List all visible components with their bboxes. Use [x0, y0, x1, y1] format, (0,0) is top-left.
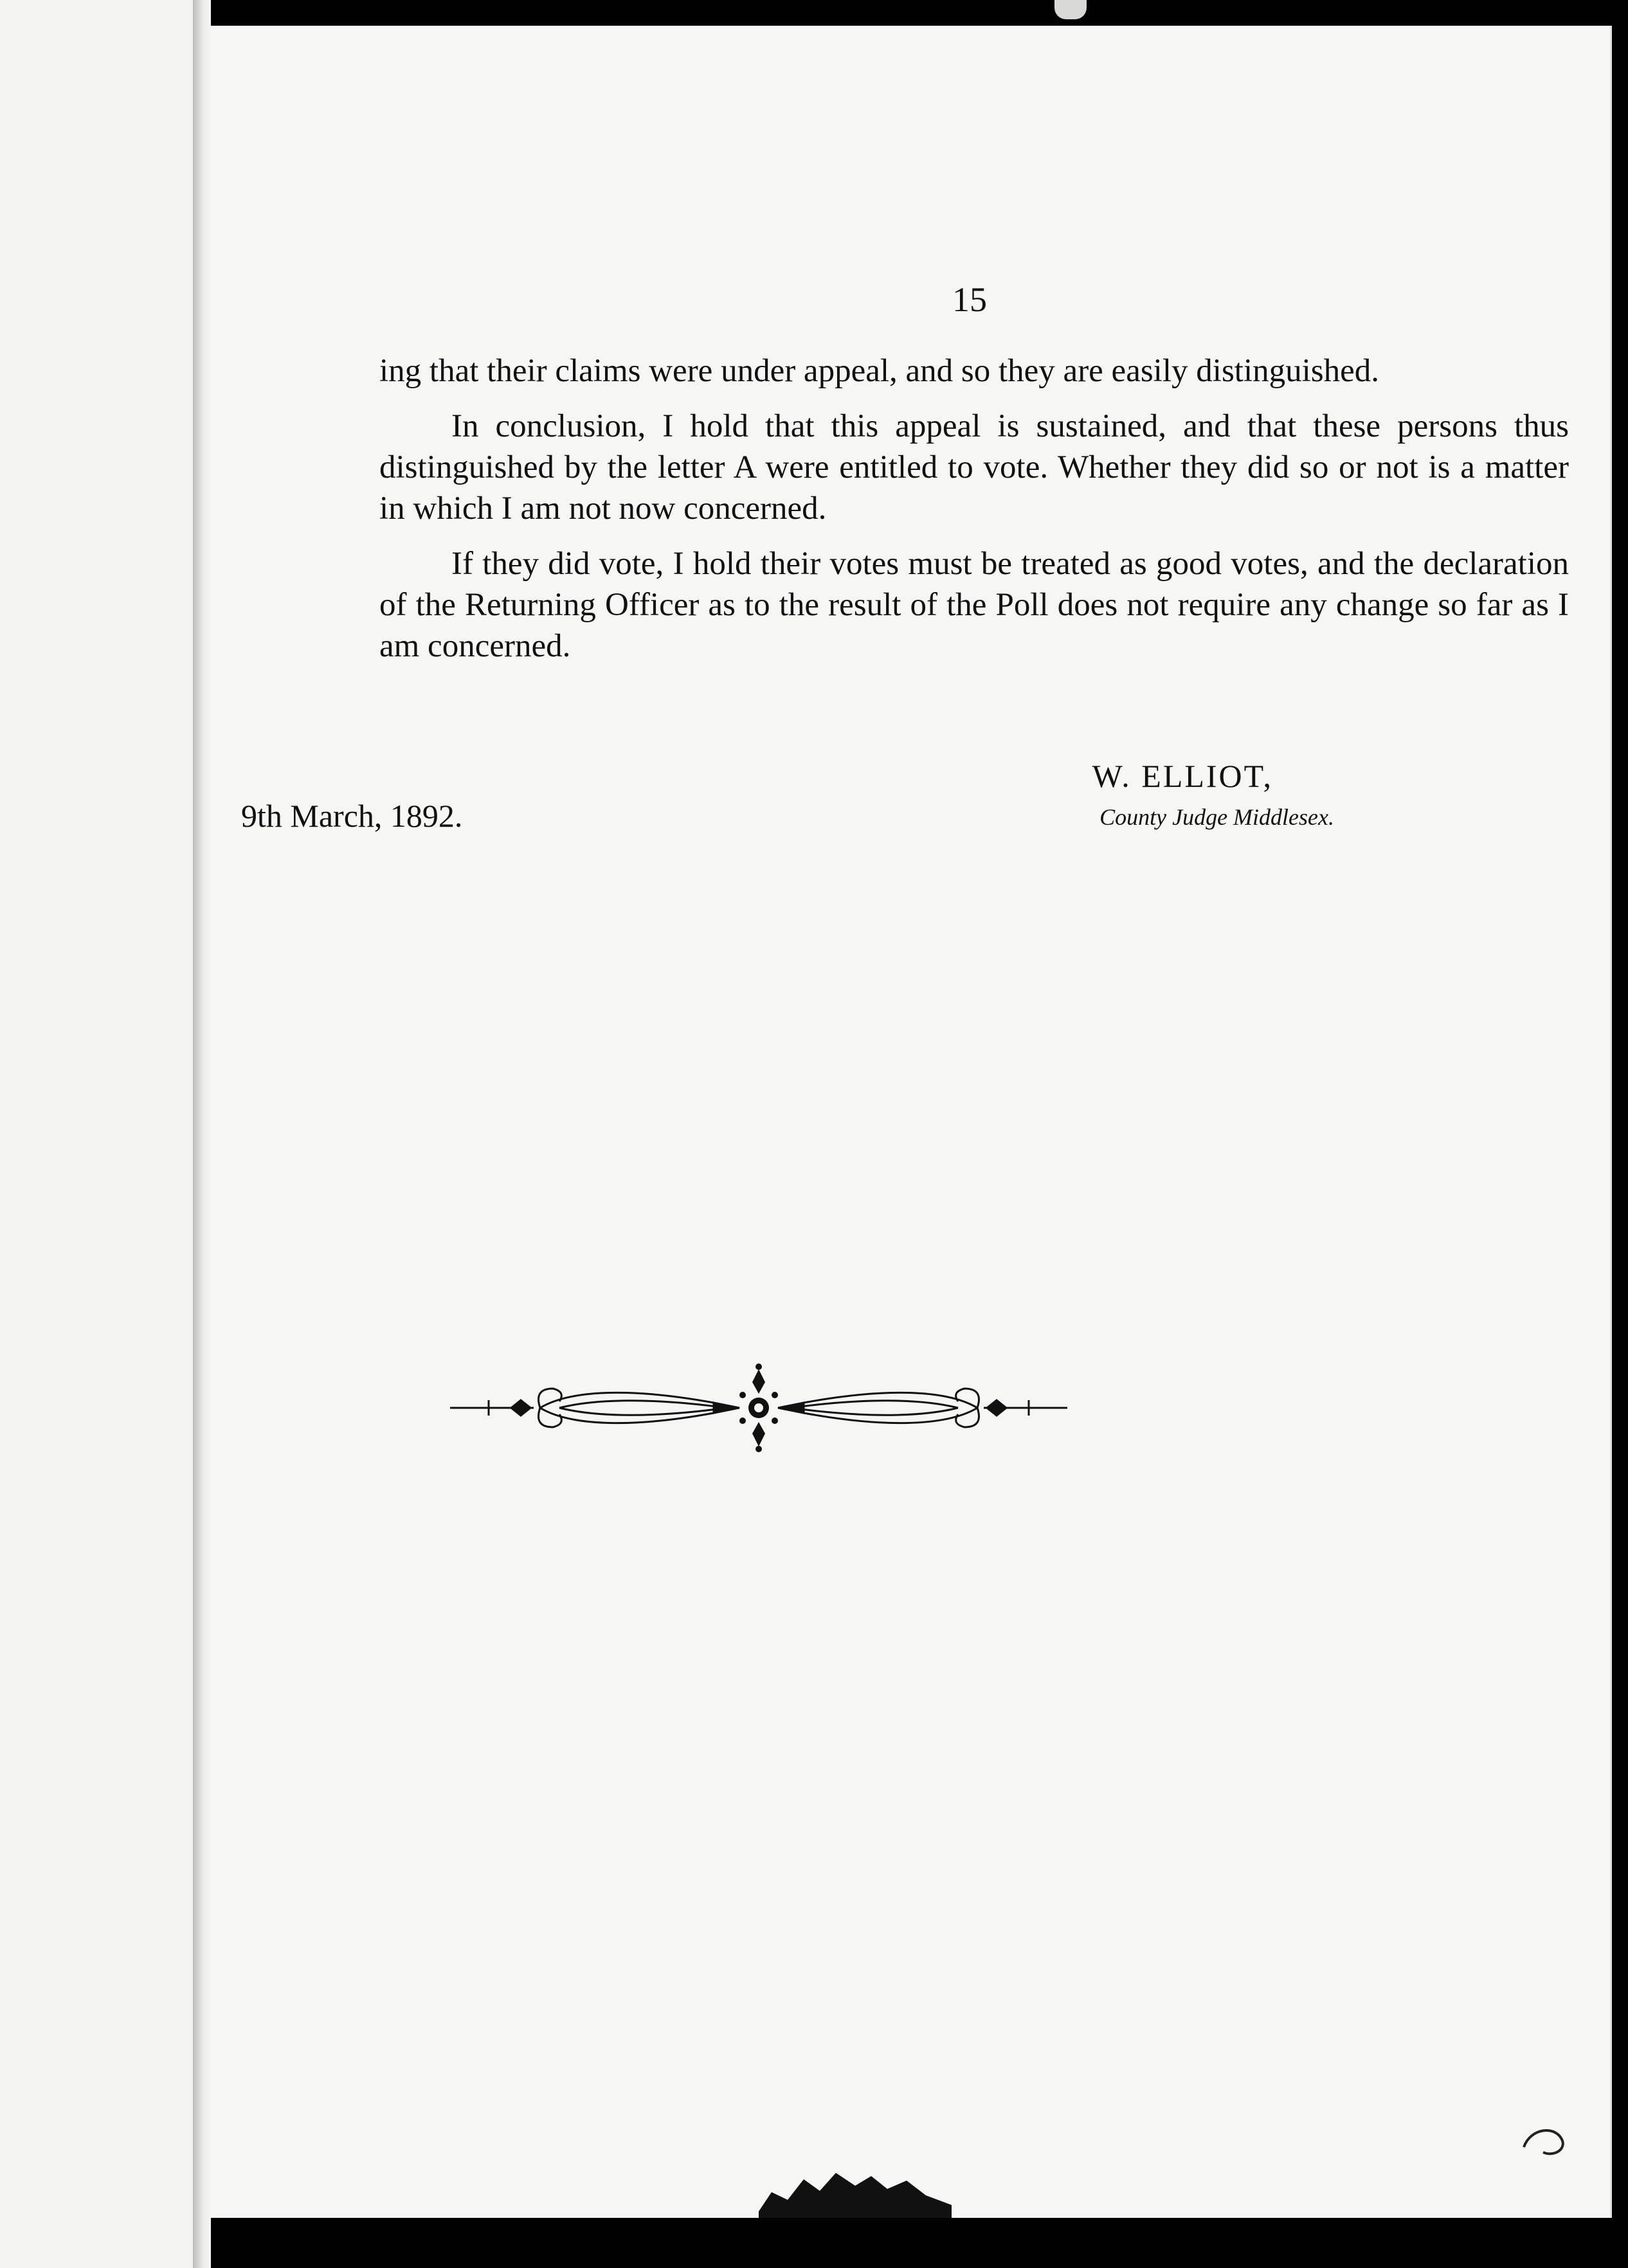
facing-page-fragment [0, 984, 193, 1027]
facing-page-fragment [0, 1333, 193, 1377]
facing-page-fragment [0, 678, 193, 721]
facing-page-fragment [0, 1596, 193, 1639]
page-corner-damage [1517, 2121, 1575, 2166]
facing-page-fragment [0, 1071, 193, 1115]
facing-page-fragment [0, 809, 193, 852]
facing-page-fragment [0, 546, 193, 590]
facing-page-fragment [0, 634, 193, 678]
signature-name: W. ELLIOT, [1092, 758, 1273, 794]
facing-page-fragment [0, 1115, 193, 1158]
facing-page-fragment [0, 1202, 193, 1246]
document-page [211, 26, 1612, 2218]
facing-page-fragment [0, 1290, 193, 1333]
facing-page-fragment [0, 1770, 193, 1814]
facing-page-fragment [0, 852, 193, 896]
facing-page-fragment [0, 415, 193, 459]
facing-page-fragment [0, 1552, 193, 1596]
facing-page-fragment [0, 1421, 193, 1464]
facing-page-fragment [0, 1639, 193, 1683]
facing-page-fragment [0, 372, 193, 415]
facing-page-fragment [0, 1814, 193, 1858]
facing-page-fragment [0, 1464, 193, 1508]
facing-page-fragment [0, 328, 193, 372]
paragraph-conclusion: In conclusion, I hold that this appeal is sustained, and that these persons thus distinguished by the letter A were entitled to vote. Whether they did so or not is a matter in which I am not now concerned. [379, 408, 1569, 526]
book-gutter [193, 0, 211, 2268]
decorative-ornament-icon [444, 1363, 1074, 1453]
facing-page-text-fragments [0, 328, 193, 1858]
facing-page-fragment [0, 1246, 193, 1290]
facing-page-fragment [0, 459, 193, 503]
facing-page [0, 0, 194, 2268]
facing-page-fragment [0, 590, 193, 634]
paragraph-continuation: ing that their claims were under appeal, and so they are easily distinguished. [379, 353, 1380, 389]
body-text [379, 350, 1569, 681]
facing-page-fragment [0, 1377, 193, 1421]
facing-page-fragment [0, 1158, 193, 1202]
facing-page-fragment [0, 940, 193, 984]
facing-page-fragment [0, 1727, 193, 1770]
paragraph-votes: If they did vote, I hold their votes must be treated as good votes, and the declaration of the Returning Officer as to the result of the Poll does not require any change so far as I am concerned. [379, 546, 1569, 664]
facing-page-fragment [0, 503, 193, 546]
facing-page-fragment [0, 1508, 193, 1552]
torn-paper-edge [759, 2166, 952, 2218]
page-number: 15 [952, 280, 987, 319]
signature-title: County Judge Middlesex. [1099, 804, 1334, 830]
paper-damage-top [1054, 0, 1087, 19]
facing-page-fragment [0, 896, 193, 940]
facing-page-fragment [0, 1027, 193, 1071]
document-date: 9th March, 1892. [241, 798, 463, 834]
facing-page-fragment [0, 721, 193, 765]
facing-page-fragment [0, 765, 193, 809]
facing-page-fragment [0, 1683, 193, 1727]
